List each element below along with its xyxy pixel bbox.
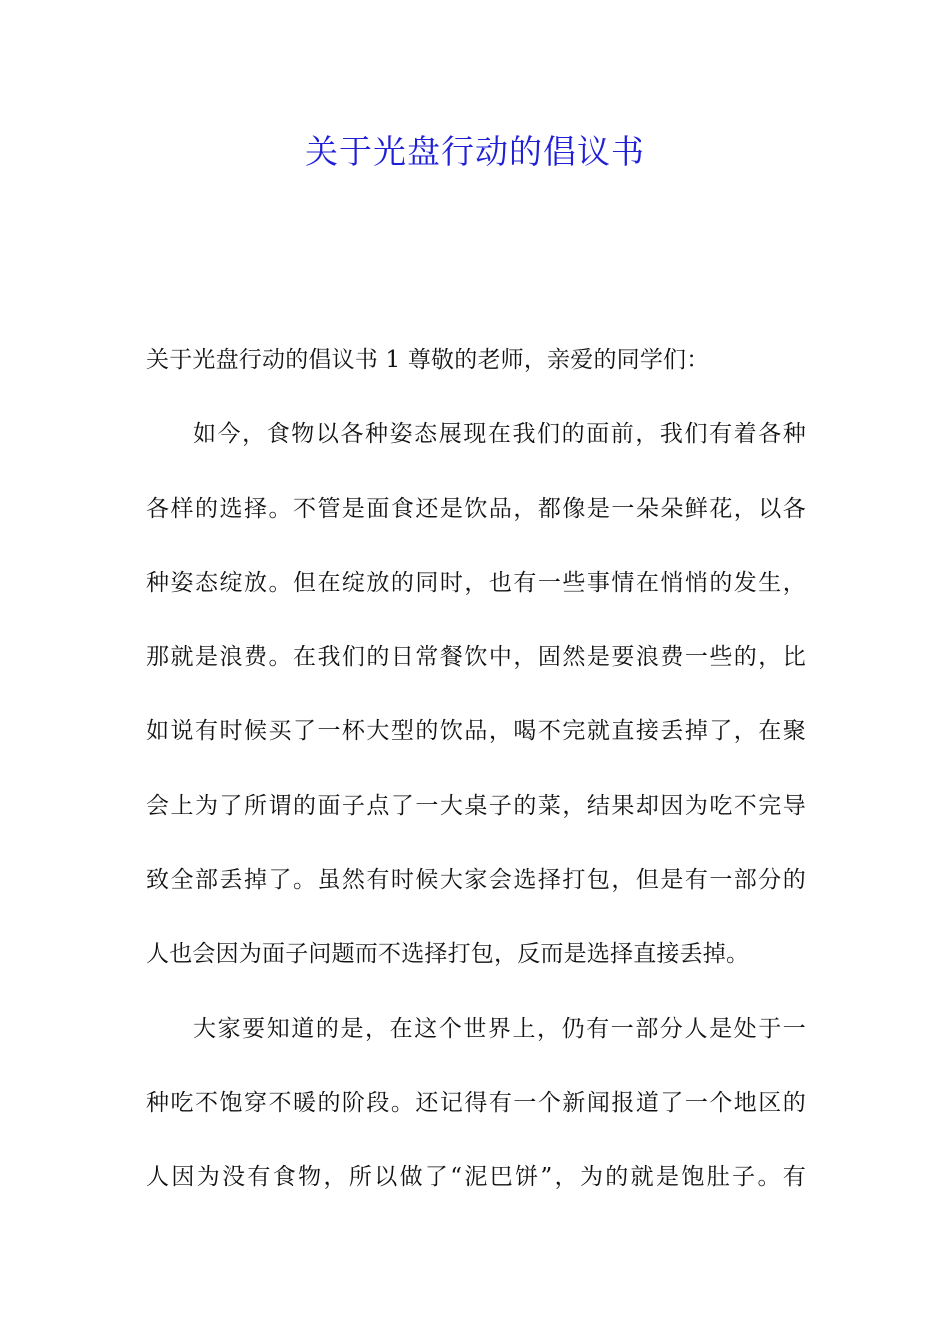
paragraph-line: 种姿态绽放。但在绽放的同时，也有一些事情在悄悄的发生， [146,569,806,596]
paragraph-line: 种吃不饱穿不暖的阶段。还记得有一个新闻报道了一个地区的 [146,1089,806,1116]
paragraph-line: 大家要知道的是，在这个世界上，仍有一部分人是处于一 [193,1015,806,1042]
paragraph-line: 致全部丢掉了。虽然有时候大家会选择打包，但是有一部分的 [146,867,806,894]
paragraph-line: 如说有时候买了一杯大型的饮品，喝不完就直接丢掉了，在聚 [146,718,806,745]
paragraph-line: 如今，食物以各种姿态展现在我们的面前，我们有着各种 [193,421,806,448]
document-body [146,335,806,1227]
paragraph-line: 那就是浪费。在我们的日常餐饮中，固然是要浪费一些的，比 [146,644,806,671]
paragraph-line: 人因为没有食物，所以做了“泥巴饼”，为的就是饱肚子。有 [146,1164,806,1191]
paragraph-line: 会上为了所谓的面子点了一大桌子的菜，结果却因为吃不完导 [146,792,806,819]
document-title: 关于光盘行动的倡议书 [305,132,645,171]
salutation-line: 关于光盘行动的倡议书 1 尊敬的老师，亲爱的同学们： [146,347,710,373]
paragraph-line: 各样的选择。不管是面食还是饮品，都像是一朵朵鲜花，以各 [146,495,806,522]
paragraph-line: 人也会因为面子问题而不选择打包，反而是选择直接丢掉。 [146,941,750,968]
